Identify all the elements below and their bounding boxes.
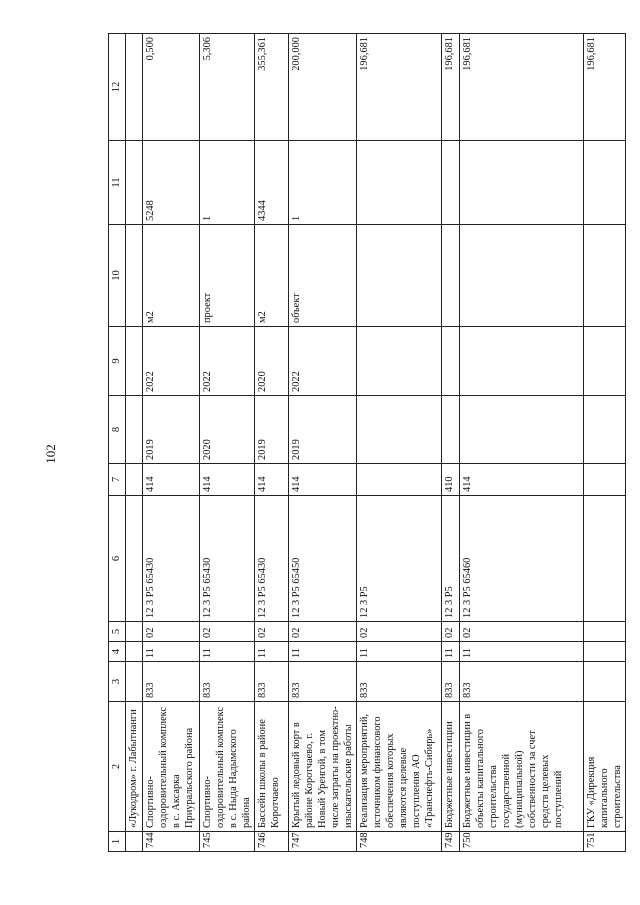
table-row [442,34,460,852]
table-row [289,34,357,852]
ministry-code-cell: 833 [460,662,584,702]
start-year-cell [442,396,460,464]
budget-table-container [108,34,623,852]
subsection-code-cell: 02 [255,622,289,642]
target-article-cell: 12 3 P5 65430 [143,496,200,622]
section-row [126,34,143,852]
table-row [143,34,200,852]
row-number-cell: 746 [255,832,289,852]
expense-type-cell [584,464,626,496]
amount-cell: 355,361 [255,34,289,141]
item-name-cell: Спортивно-оздоровительный комплекс в с. Ныда Надымского района [200,702,255,832]
row-number-cell [126,832,143,852]
subsection-code-cell [584,622,626,642]
table-row [200,34,255,852]
expense-type-cell: 414 [255,464,289,496]
start-year-cell: 2019 [255,396,289,464]
amount-cell: 196,681 [460,34,584,141]
capacity-cell [584,141,626,225]
subsection-code-cell: 02 [143,622,200,642]
section-code-cell: 11 [289,642,357,662]
section-code-cell: 11 [460,642,584,662]
unit-cell: м2 [255,225,289,327]
item-name-cell: Бассейн школы в районе Коротчаево [255,702,289,832]
subsection-code-cell: 02 [289,622,357,642]
subsection-code-cell: 02 [357,622,442,642]
end-year-cell: 2022 [200,327,255,396]
start-year-cell: 2019 [289,396,357,464]
header-cell: 8 [109,396,126,464]
subsection-code-cell: 02 [200,622,255,642]
subsection-code-cell: 02 [442,622,460,642]
section-code-cell: 11 [255,642,289,662]
section-code-cell: 11 [442,642,460,662]
capacity-cell: 5248 [143,141,200,225]
capacity-cell: 1 [200,141,255,225]
header-cell: 7 [109,464,126,496]
target-article-cell: 12 3 P5 65430 [255,496,289,622]
unit-cell: объект [289,225,357,327]
header-cell: 4 [109,642,126,662]
row-number-cell: 749 [442,832,460,852]
target-article-cell [584,496,626,622]
row-number-cell: 750 [460,832,584,852]
start-year-cell: 2019 [143,396,200,464]
expense-type-cell: 414 [143,464,200,496]
unit-cell: проект [200,225,255,327]
target-article-cell: 12 3 P5 65450 [289,496,357,622]
ministry-code-cell: 833 [143,662,200,702]
header-cell: 3 [109,662,126,702]
header-row [109,34,126,852]
amount-cell: 196,681 [357,34,442,141]
ministry-code-cell: 833 [442,662,460,702]
expense-type-cell: 414 [289,464,357,496]
start-year-cell [460,396,584,464]
capacity-cell [460,141,584,225]
header-cell: 5 [109,622,126,642]
end-year-cell: 2022 [289,327,357,396]
header-cell: 2 [109,702,126,832]
ministry-code-cell: 833 [357,662,442,702]
end-year-cell [442,327,460,396]
expense-type-cell: 414 [200,464,255,496]
header-cell: 6 [109,496,126,622]
ministry-code-cell: 833 [200,662,255,702]
item-name-cell: Спортивно-оздоровительный комплекс в с. Аксарка Приуральского района [143,702,200,832]
expense-type-cell: 414 [460,464,584,496]
row-number-cell: 744 [143,832,200,852]
end-year-cell: 2022 [143,327,200,396]
header-cell: 11 [109,141,126,225]
item-name-cell: Крытый ледовый корт в районе Коротчаево, г. Новый Уренгой, в том числе затраты на проектно-изыскательские работы [289,702,357,832]
row-number-cell: 751 [584,832,626,852]
header-cell: 12 [109,34,126,141]
section-code-cell: 11 [357,642,442,662]
target-article-cell: 12 3 P5 65460 [460,496,584,622]
capacity-cell: 1 [289,141,357,225]
unit-cell [442,225,460,327]
end-year-cell [357,327,442,396]
expense-type-cell: 410 [442,464,460,496]
capacity-cell [357,141,442,225]
section-title: «Лукодром» г. Лабытнанги [126,702,143,832]
start-year-cell: 2020 [200,396,255,464]
amount-cell: 196,681 [442,34,460,141]
unit-cell: м2 [143,225,200,327]
capacity-cell [442,141,460,225]
target-article-cell: 12 3 P5 65430 [200,496,255,622]
expense-type-cell [357,464,442,496]
section-code-cell [584,642,626,662]
capacity-cell: 4344 [255,141,289,225]
unit-cell [357,225,442,327]
unit-cell [460,225,584,327]
header-cell: 9 [109,327,126,396]
budget-table [108,33,626,852]
item-name-cell: Бюджетные инвестиции в объекты капитального строительства государственной (муниципальной) собственности за счет средств целевых поступлений [460,702,584,832]
ministry-code-cell: 833 [255,662,289,702]
item-name-cell: Реализация мероприятий, источником финансового обеспечения которых являются целевые поступления АО «Транснефть-Сибирь» [357,702,442,832]
ministry-code-cell: 833 [289,662,357,702]
row-number-cell: 748 [357,832,442,852]
table-row [460,34,584,852]
item-name-cell: Бюджетные инвестиции [442,702,460,832]
table-row [584,34,626,852]
unit-cell [584,225,626,327]
header-cell: 1 [109,832,126,852]
section-code-cell: 11 [143,642,200,662]
amount-cell: 196,681 [584,34,626,141]
section-code-cell: 11 [200,642,255,662]
header-cell: 10 [109,225,126,327]
target-article-cell: 12 3 P5 [442,496,460,622]
table-row [357,34,442,852]
item-name-cell: ГКУ «Дирекция капитального строительства [584,702,626,832]
start-year-cell [584,396,626,464]
end-year-cell: 2020 [255,327,289,396]
end-year-cell [460,327,584,396]
amount-cell: 5,306 [200,34,255,141]
rotated-table-frame [108,34,623,852]
ministry-code-cell [584,662,626,702]
target-article-cell: 12 3 P5 [357,496,442,622]
start-year-cell [357,396,442,464]
end-year-cell [584,327,626,396]
row-number-cell: 747 [289,832,357,852]
table-row [255,34,289,852]
row-number-cell: 745 [200,832,255,852]
page-number: 102 [43,444,58,464]
amount-cell: 0,500 [143,34,200,141]
subsection-code-cell: 02 [460,622,584,642]
amount-cell: 200,000 [289,34,357,141]
